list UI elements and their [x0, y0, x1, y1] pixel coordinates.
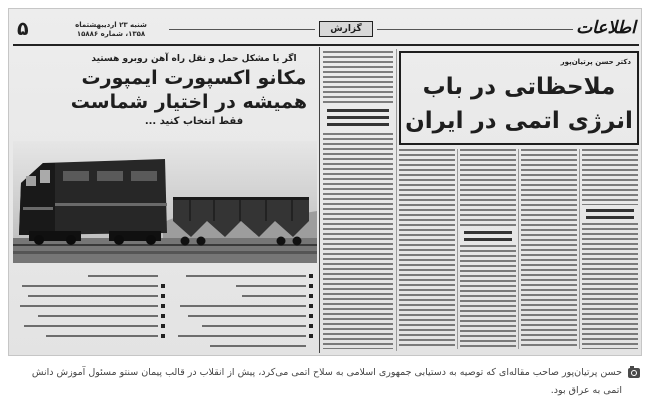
- camera-icon: [628, 368, 640, 378]
- ad-list-item: [17, 271, 165, 281]
- image-caption: حسن پرتیان‌پور صاحب مقاله‌ای که توصیه به دستیابی جمهوری اسلامی به سلاح اتمی می‌کرد، پیش از انقلاب در قالب پیمان سنتو مسئول آموزش دانش اتمی به عراق بود.: [31, 367, 622, 396]
- issue-number-line: ۱۳۵۸، شماره ۱۵۸۸۶: [76, 30, 146, 38]
- ad-list-item: [171, 271, 313, 281]
- ad-list-item: [171, 281, 313, 291]
- photo-ground: [13, 238, 317, 263]
- article-text-column: [460, 149, 516, 227]
- header-rule-left: [169, 29, 315, 30]
- ad-line-3: همیشه در اختیار شماست: [70, 91, 307, 113]
- header-divider: [13, 44, 639, 46]
- issue-date-line: شنبه ۲۳ اردیبهشتماه: [75, 21, 147, 29]
- article-text-column: [582, 149, 638, 205]
- headline-line-2: انرژی اتمی در ایران: [405, 108, 633, 134]
- newspaper-scan-image: [8, 8, 642, 356]
- ad-line-1: اگر با مشکل حمل و نقل راه آهن روبرو هستید: [91, 54, 297, 64]
- article-text-column: [582, 223, 638, 349]
- article-headline-box: [399, 51, 639, 145]
- ad-line-2: مکانو اکسپورت ایمپورت: [81, 67, 307, 89]
- locomotive-photo: [13, 141, 317, 263]
- ad-list-item: [171, 301, 313, 311]
- photo-rail-2: [13, 251, 317, 254]
- ad-list-item: [171, 331, 313, 341]
- article-text-column: [399, 149, 455, 349]
- ad-list-item: [17, 321, 165, 331]
- column-divider: [518, 149, 519, 349]
- photo-rail: [13, 244, 317, 246]
- headline-line-1: ملاحظاتی در باب: [422, 74, 616, 100]
- article-text-column: [460, 245, 516, 349]
- ad-list-locomotives: [17, 271, 165, 341]
- ad-line-4: فقط انتخاب کنید ...: [144, 116, 244, 127]
- ad-list-item: [171, 291, 313, 301]
- section-label: گزارش: [319, 21, 373, 37]
- ad-list-item: [17, 301, 165, 311]
- article-subhead: [327, 109, 389, 127]
- ad-list-item: [171, 341, 313, 351]
- article-subhead: [464, 231, 512, 241]
- locomotive: [19, 159, 167, 245]
- article-text-column: [323, 133, 393, 349]
- ad-list-item: [17, 291, 165, 301]
- article-text-column: [521, 149, 577, 349]
- article-text-column: [323, 51, 393, 105]
- ad-list-item: [17, 281, 165, 291]
- article-subhead: [586, 209, 634, 219]
- issue-date: [59, 21, 163, 39]
- header-rule-right: [377, 29, 573, 30]
- advertisement-headline: [70, 53, 307, 129]
- newspaper-logo: اطلاعات: [576, 18, 636, 38]
- article-author: دکتر حسن پرتیان‌پور: [560, 58, 631, 66]
- ad-list-wagons: [171, 271, 313, 351]
- column-divider: [579, 149, 580, 349]
- ad-list-item: [171, 311, 313, 321]
- ad-column-divider: [319, 47, 320, 353]
- column-divider: [457, 149, 458, 349]
- page-number: ۵: [17, 18, 29, 40]
- ad-list-item: [171, 321, 313, 331]
- ad-list-item: [17, 311, 165, 321]
- ad-list-item: [17, 331, 165, 341]
- column-divider: [396, 49, 397, 351]
